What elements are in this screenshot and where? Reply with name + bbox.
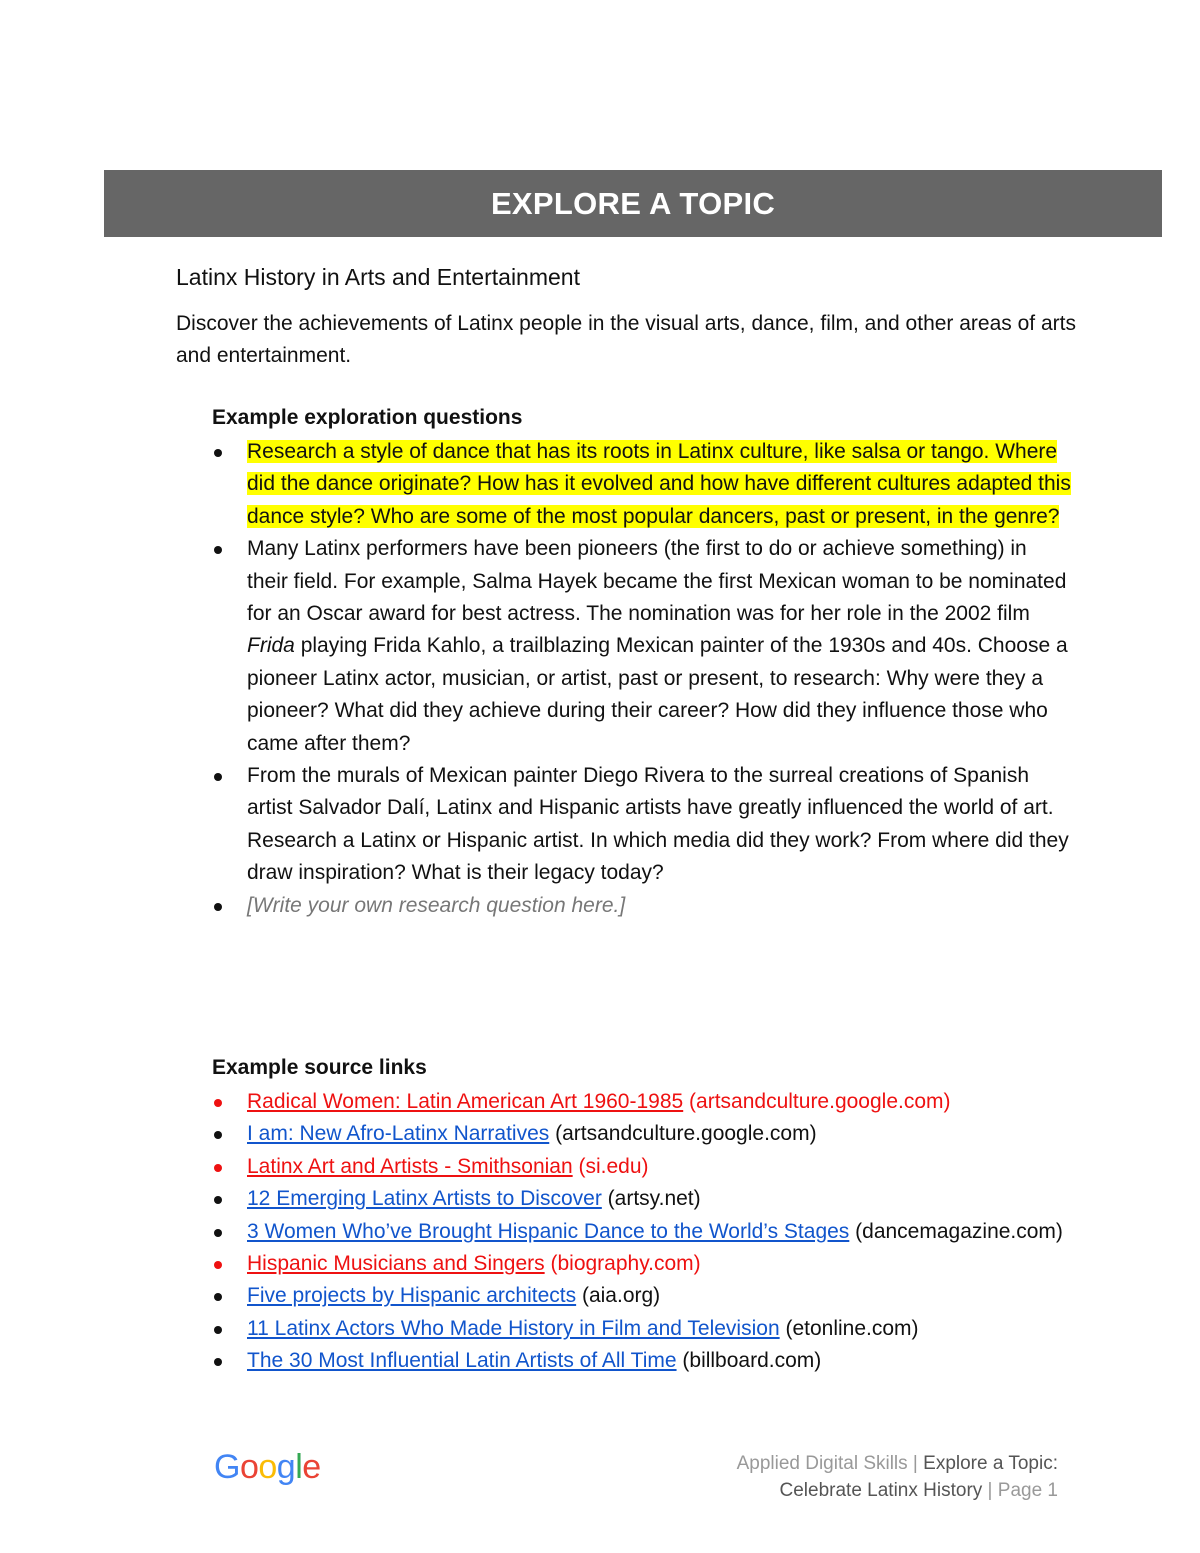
source-domain: (artsandculture.google.com): [555, 1122, 817, 1146]
bullet-icon: [214, 1358, 222, 1366]
bullet-icon: [214, 1196, 222, 1204]
source-domain: (artsy.net): [607, 1187, 701, 1211]
list-item: [212, 760, 1072, 890]
list-item: [212, 1345, 1072, 1377]
bullet-icon: [214, 773, 222, 781]
logo-letter: l: [295, 1448, 303, 1486]
list-item: [212, 1086, 1072, 1118]
list-item: [212, 1183, 1072, 1215]
logo-letter: o: [239, 1448, 259, 1486]
logo-letter: g: [276, 1448, 296, 1486]
source-domain: (aia.org): [581, 1284, 661, 1308]
source-link[interactable]: 11 Latinx Actors Who Made History in Film and Television: [247, 1316, 780, 1340]
questions-list: [212, 436, 1072, 922]
intro-paragraph: Discover the achievements of Latinx people in the visual arts, dance, film, and other areas of arts and entertainment.: [176, 312, 1076, 367]
source-domain: (si.edu): [578, 1154, 649, 1178]
bullet-icon: [214, 1326, 222, 1334]
list-item: [212, 1216, 1072, 1248]
bullet-icon: [214, 1164, 222, 1172]
google-logo: [214, 1448, 321, 1487]
list-item: [212, 1151, 1072, 1183]
footer-line-1: [737, 1450, 1058, 1477]
page-footer: [737, 1450, 1058, 1504]
footer-course: Applied Digital Skills |: [736, 1453, 924, 1474]
source-link[interactable]: Latinx Art and Artists - Smithsonian: [247, 1154, 573, 1178]
bullet-icon: [214, 1293, 222, 1301]
bullet-icon: [214, 1229, 222, 1237]
source-domain: (billboard.com): [682, 1349, 822, 1373]
bullet-icon: [214, 449, 222, 457]
bullet-icon: [214, 1131, 222, 1139]
footer-line-2: [737, 1477, 1058, 1504]
source-link[interactable]: Hispanic Musicians and Singers: [247, 1252, 545, 1276]
source-domain: (dancemagazine.com): [855, 1219, 1063, 1243]
list-item: [212, 1280, 1072, 1312]
source-link[interactable]: 12 Emerging Latinx Artists to Discover: [247, 1187, 602, 1211]
footer-lesson: Celebrate Latinx History: [779, 1480, 983, 1501]
question-text: playing Frida Kahlo, a trailblazing Mexican painter of the 1930s and 40s. Choose a pioneer Latinx actor, musician, or artist, past or present, to research: Why were they a pioneer? What did they achieve during their career? How did they influence those who came after them?: [247, 634, 1068, 755]
source-link[interactable]: The 30 Most Influential Latin Artists of All Time: [247, 1349, 677, 1373]
source-link[interactable]: I am: New Afro-Latinx Narratives: [247, 1122, 550, 1146]
own-question-placeholder[interactable]: [Write your own research question here.]: [247, 893, 626, 917]
page-title: EXPLORE A TOPIC: [490, 185, 776, 221]
question-text-highlighted: Research a style of dance that has its roots in Latinx culture, like salsa or tango. Where did the dance originate? How has it evolved and how have different cultures adapted this dance style? Who are some of the most popular dancers, past or present, in the genre?: [247, 440, 1071, 528]
source-link[interactable]: Five projects by Hispanic architects: [247, 1284, 577, 1308]
logo-letter: e: [302, 1448, 321, 1486]
footer-page-number: | Page 1: [982, 1480, 1058, 1501]
list-item: [212, 1118, 1072, 1150]
list-item: [212, 436, 1072, 533]
film-title: Frida: [247, 634, 295, 658]
list-item: [212, 1248, 1072, 1280]
footer-topic: Explore a Topic:: [923, 1453, 1058, 1474]
source-link[interactable]: Radical Women: Latin American Art 1960-1985: [247, 1090, 684, 1113]
bullet-icon: [214, 903, 222, 911]
bullet-icon: [214, 1261, 222, 1269]
list-item: [212, 533, 1072, 760]
source-domain: (artsandculture.google.com): [689, 1090, 951, 1113]
logo-letter: o: [258, 1448, 277, 1486]
sources-heading: Example source links: [212, 1056, 427, 1079]
questions-heading: Example exploration questions: [212, 406, 523, 429]
source-link[interactable]: 3 Women Who’ve Brought Hispanic Dance to the World’s Stages: [247, 1219, 850, 1243]
bullet-icon: [214, 1099, 222, 1107]
title-banner: [104, 170, 1162, 237]
topic-subtitle: Latinx History in Arts and Entertainment: [176, 264, 580, 290]
question-text: Many Latinx performers have been pioneers (the first to do or achieve something) in their field. For example, Salma Hayek became the first Mexican woman to be nominated for an Oscar award for best actress. The nomination was for her role in the 2002 film: [247, 537, 1067, 626]
source-domain: (etonline.com): [785, 1316, 919, 1340]
logo-letter: G: [214, 1448, 240, 1486]
list-item: [212, 1313, 1072, 1345]
question-text: From the murals of Mexican painter Diego Rivera to the surreal creations of Spanish artist Salvador Dalí, Latinx and Hispanic artists have greatly influenced the world of art. Research a Latinx or Hispanic artist. In which media did they work? From where did they draw inspiration? What is their legacy today?: [247, 764, 1069, 885]
list-item: [212, 890, 1072, 922]
source-domain: (biography.com): [550, 1252, 701, 1276]
sources-list: [212, 1086, 1072, 1378]
bullet-icon: [214, 546, 222, 554]
